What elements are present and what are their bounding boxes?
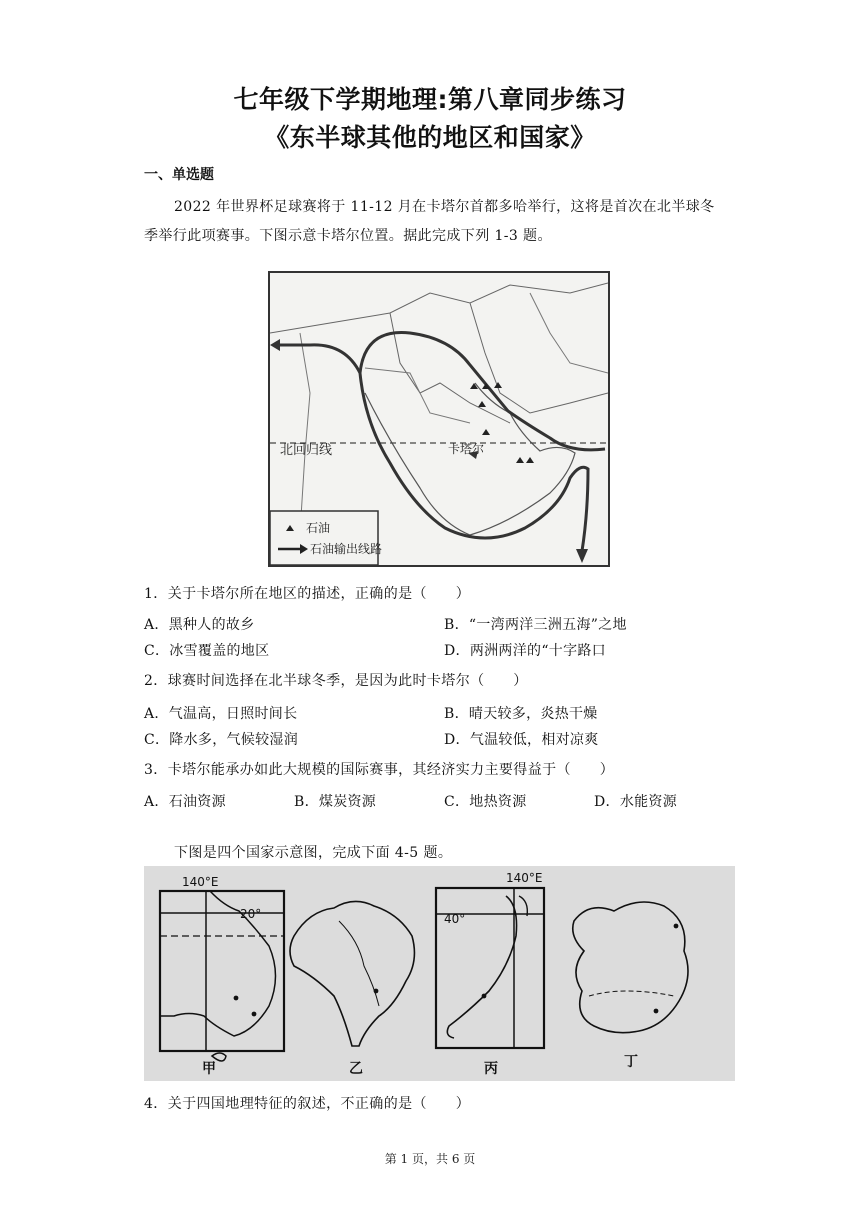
q1-option-a: A．黑种人的故乡 [144, 617, 255, 633]
q2-option-a: A．气温高，日照时间长 [144, 706, 298, 722]
jia-longitude-label: 140°E [182, 875, 219, 889]
bing-latitude-label: 40° [444, 912, 466, 926]
country-bing-label: 丙 [484, 1061, 498, 1077]
country-jia-label: 甲 [202, 1061, 216, 1077]
section-heading: 一、单选题 [144, 167, 214, 183]
q1-option-b: B．“一湾两洋三洲五海”之地 [444, 617, 627, 633]
question-2-stem: 2．球赛时间选择在北半球冬季，是因为此时卡塔尔（ ） [144, 673, 528, 689]
question-3-stem: 3．卡塔尔能承办如此大规模的国际赛事，其经济实力主要得益于（ ） [144, 762, 615, 778]
page-subtitle: 《东半球其他的地区和国家》 [264, 123, 596, 152]
q1-option-d: D．两洲两洋的“十字路口 [444, 643, 606, 659]
tropic-of-cancer-label: 北回归线 [280, 443, 333, 458]
intro-paragraph-1: 2022 年世界杯足球赛将于 11-12 月在卡塔尔首都多哈举行，这将是首次在北半球冬季举行此项赛事。下图示意卡塔尔位置。据此完成下列 1-3 题。 [144, 199, 715, 244]
q2-option-b: B．晴天较多，炎热干燥 [444, 706, 598, 722]
qatar-label: 卡塔尔 [448, 442, 485, 456]
q3-option-d: D．水能资源 [594, 794, 678, 810]
qatar-location-map [268, 271, 610, 567]
intro-paragraph-2: 下图是四个国家示意图，完成下面 4-5 题。 [174, 845, 453, 861]
q3-option-c: C．地热资源 [444, 794, 527, 810]
q1-option-c: C．冰雪覆盖的地区 [144, 643, 270, 659]
legend-oil-label: 石油 [306, 521, 331, 535]
page-title: 七年级下学期地理:第八章同步练习 [233, 85, 627, 114]
four-countries-svg [144, 866, 735, 1081]
four-countries-figure [144, 866, 735, 1081]
legend-route-label: 石油输出线路 [310, 542, 383, 556]
question-4-stem: 4．关于四国地理特征的叙述，不正确的是（ ） [144, 1096, 471, 1112]
q2-option-c: C．降水多，气候较湿润 [144, 732, 299, 748]
country-yi-label: 乙 [349, 1061, 363, 1077]
jia-latitude-label: 20° [240, 907, 262, 921]
bing-longitude-label: 140°E [506, 871, 543, 885]
qatar-map-svg [270, 273, 608, 565]
country-ding-label: 丁 [624, 1054, 638, 1070]
question-1-stem: 1．关于卡塔尔所在地区的描述，正确的是（ ） [144, 586, 471, 602]
q3-option-a: A．石油资源 [144, 794, 226, 810]
q2-option-d: D．气温较低，相对凉爽 [444, 732, 599, 748]
q3-option-b: B．煤炭资源 [294, 794, 377, 810]
page-footer: 第 1 页，共 6 页 [384, 1152, 476, 1166]
